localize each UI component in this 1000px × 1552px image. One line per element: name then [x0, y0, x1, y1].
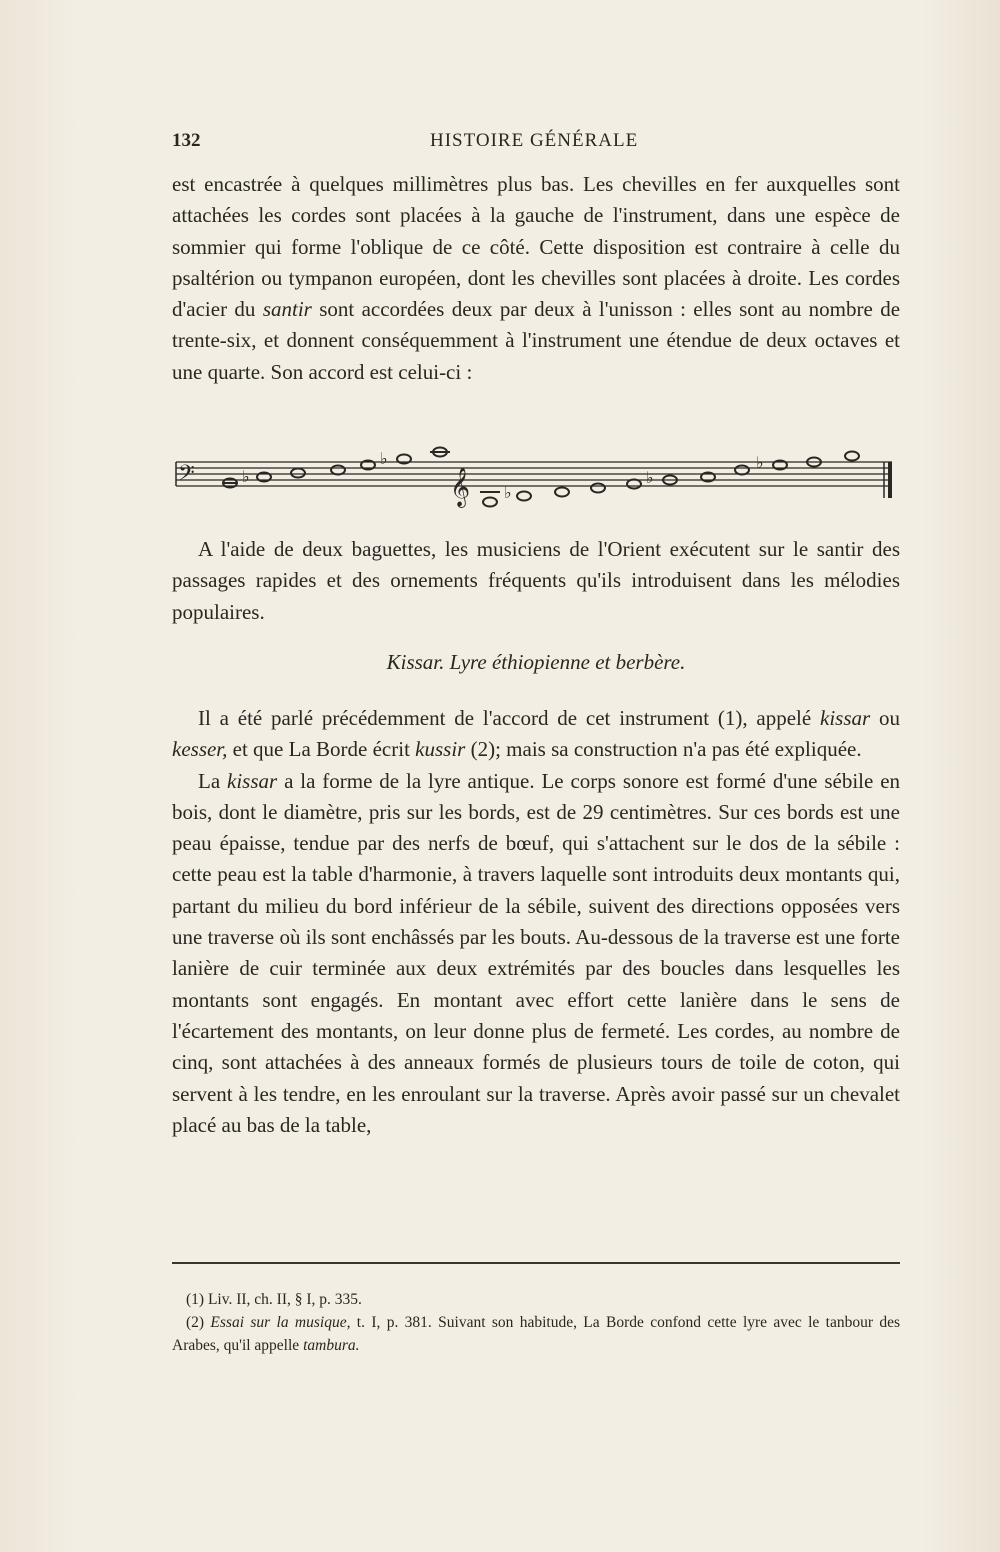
page-number: 132: [172, 130, 201, 151]
treble-clef-icon: 𝄞: [450, 467, 471, 507]
footnote-divider: [172, 1262, 900, 1264]
paragraph-text: (2); mais sa construction n'a pas été expliquée.: [470, 737, 862, 762]
paragraph-text-continued: sont accordées deux par deux à l'unisson : elles sont au nombre de trente-six, et donnent conséquemment à l'instrument une étendue de deux octaves et une quarte. Son accord est celui-ci :: [172, 297, 901, 384]
svg-text:♭: ♭: [646, 470, 654, 487]
paragraph-text: A l'aide de deux baguettes, les musiciens de l'Orient exécutent sur le santir des passages rapides et des ornements fréquents qu'ils introduisent dans les mélodies populaires.: [172, 537, 900, 624]
italic-term-kissar: kissar: [820, 706, 871, 730]
paragraph-text: et que La Borde écrit: [232, 737, 410, 762]
page-header: [172, 128, 900, 158]
footnote-1: (1) Liv. II, ch. II, § I, p. 335.: [186, 1291, 362, 1308]
svg-text:♭: ♭: [504, 485, 512, 502]
svg-text:♭: ♭: [756, 455, 764, 472]
footnote-2: [172, 1311, 900, 1357]
paragraph-text: ou: [879, 706, 900, 730]
paragraph-santir-playing: [172, 534, 900, 628]
footnote-italic-term: tambura.: [303, 1337, 360, 1354]
musical-notation: [172, 440, 900, 512]
paragraph-text: est encastrée à quelques millimètres plus bas. Les chevilles en fer auxquelles sont attachées les cordes sont placées à la gauche de l'instrument, dans une espèce de sommier qui forme l'oblique de ce côté. Cette disposition est contraire à celle du psaltérion ou tympanon européen, dont les chevilles sont placées à droite. Les cordes d'acier du: [172, 172, 900, 322]
paragraph-text: Il a été parlé précédemment de l'accord de cet instrument (1), appelé: [198, 706, 812, 730]
paragraph-santir-description: [172, 169, 900, 388]
italic-term-santir: santir: [262, 297, 312, 322]
svg-text:♭: ♭: [380, 451, 388, 468]
paragraph-text: a la forme de la lyre antique. Le corps sonore est formé d'une sébile en bois, dont le diamètre, pris sur les bords, est de 29 centimètres. Sur ces bords est une peau épaisse, tendue par des nerfs de bœuf, qui s'attachent sur le dos de la sébile : cette peau est la table d'harmonie, à travers laquelle sont introduits deux montants qui, partant du milieu du bord inférieur de la sébile, suivent des directions opposées vers une traverse où ils sont enchâssés par les bouts. Au-dessous de la traverse est une forte lanière de cuir terminée aux deux extrémités par des boucles dans lesquelles les montants sont engagés. En montant avec effort cette lanière dans le sens de l'écartement des montants, on leur donne plus de fermeté. Les cordes, au nombre de cinq, sont attachées à des anneaux formés de plusieurs tours de toile de coton, qui servent à les tendre, en les enroulant sur la traverse. Après avoir passé sur un chevalet placé au bas de la table,: [172, 768, 901, 1137]
running-title: HISTOIRE GÉNÉRALE: [430, 130, 639, 151]
italic-term-kussir: kussir: [415, 737, 466, 762]
svg-text:♭: ♭: [242, 469, 250, 486]
italic-term-kissar: kissar: [227, 768, 278, 793]
italic-term-kesser: kesser,: [172, 737, 228, 762]
footnotes: [172, 1288, 900, 1357]
bass-clef-icon: 𝄢: [178, 461, 195, 491]
notes: [223, 448, 859, 507]
staff-lines: [176, 462, 892, 486]
footnote-marker: (2): [186, 1314, 205, 1331]
footnote-book-title: Essai sur la musique,: [210, 1314, 351, 1331]
paragraph-kissar: [172, 703, 900, 1141]
section-heading: Kissar. Lyre éthiopienne et berbère.: [386, 650, 686, 674]
footnote-text: t. I, p. 381. Suivant son habitude, La Borde confond cette lyre avec le tanbour des Arabes, qu'il appelle: [172, 1314, 901, 1354]
paragraph-text: La: [198, 768, 221, 793]
